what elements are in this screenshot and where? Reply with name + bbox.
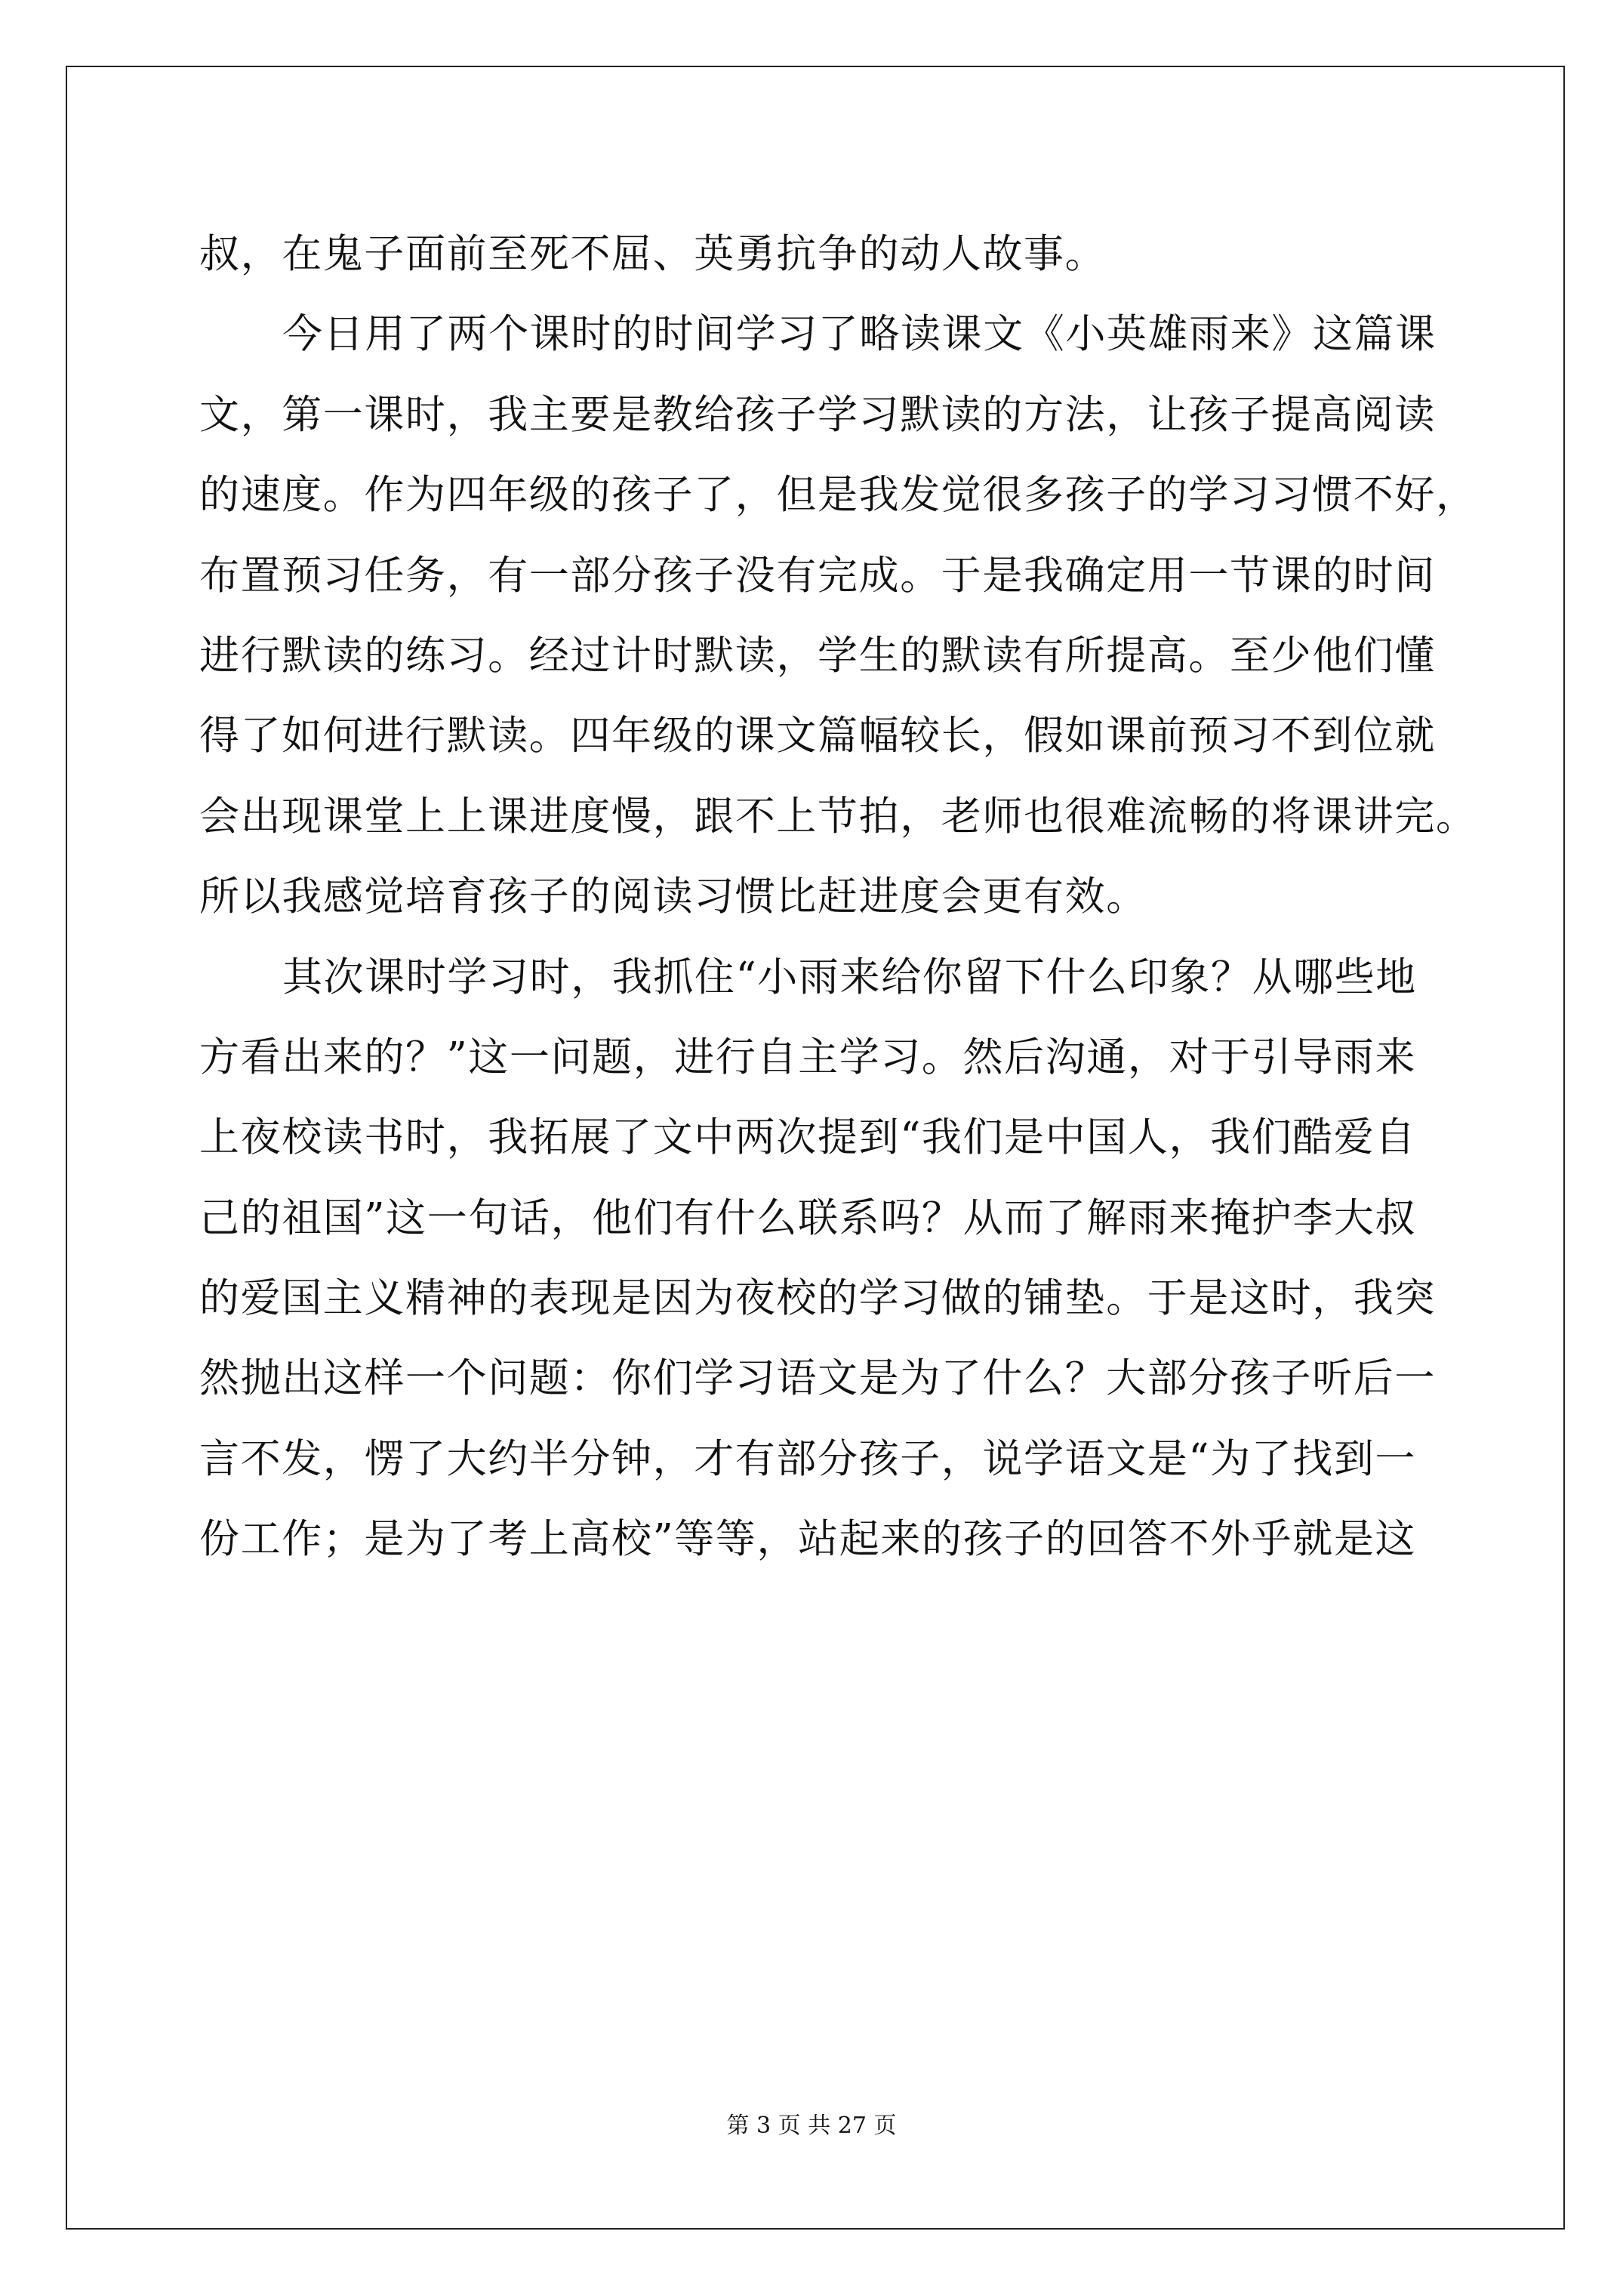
text-line: 文，第一课时，我主要是教给孩子学习默读的方法，让孩子提高阅读 xyxy=(199,391,1436,438)
text-line: 的爱国主义精神的表现是因为夜校的学习做的铺垫。于是这时，我突 xyxy=(199,1275,1436,1322)
text-line: 份工作；是为了考上高校”等等，站起来的孩子的回答不外乎就是这 xyxy=(199,1516,1417,1563)
text-line: 进行默读的练习。经过计时默读，学生的默读有所提高。至少他们懂 xyxy=(199,632,1436,679)
text-line: 会出现课堂上上课进度慢，跟不上节拍，老师也很难流畅的将课讲完。 xyxy=(199,793,1477,840)
document-body xyxy=(199,214,1477,1580)
text-line: 得了如何进行默读。四年级的课文篇幅较长，假如课前预习不到位就 xyxy=(199,713,1436,760)
text-line: 上夜校读书时，我拓展了文中两次提到“我们是中国人，我们酷爱自 xyxy=(199,1114,1417,1161)
text-line: 布置预习任务，有一部分孩子没有完成。于是我确定用一节课的时间 xyxy=(199,552,1436,599)
paragraph-first-line: 其次课时学习时，我抓住“小雨来给你留下什么印象？从哪些地 xyxy=(282,954,1417,1000)
text-line: 所以我感觉培育孩子的阅读习惯比赶进度会更有效。 xyxy=(199,874,1147,920)
text-line: 叔，在鬼子面前至死不屈、英勇抗争的动人故事。 xyxy=(199,231,1107,277)
text-line: 己的祖国”这一句话，他们有什么联系吗？从而了解雨来掩护李大叔 xyxy=(199,1194,1417,1241)
text-line: 的速度。作为四年级的孩子了，但是我发觉很多孩子的学习习惯不好， xyxy=(199,472,1477,519)
text-line: 然抛出这样一个问题：你们学习语文是为了什么？大部分孩子听后一 xyxy=(199,1355,1436,1402)
paragraph-first-line: 今日用了两个课时的时间学习了略读课文《小英雄雨来》这篇课 xyxy=(282,311,1437,358)
page-footer: 第 3 页 共 27 页 xyxy=(726,2113,897,2139)
text-line: 言不发，愣了大约半分钟，才有部分孩子，说学语文是“为了找到一 xyxy=(199,1435,1417,1482)
text-line: 方看出来的？”这一问题，进行自主学习。然后沟通，对于引导雨来 xyxy=(199,1034,1417,1080)
